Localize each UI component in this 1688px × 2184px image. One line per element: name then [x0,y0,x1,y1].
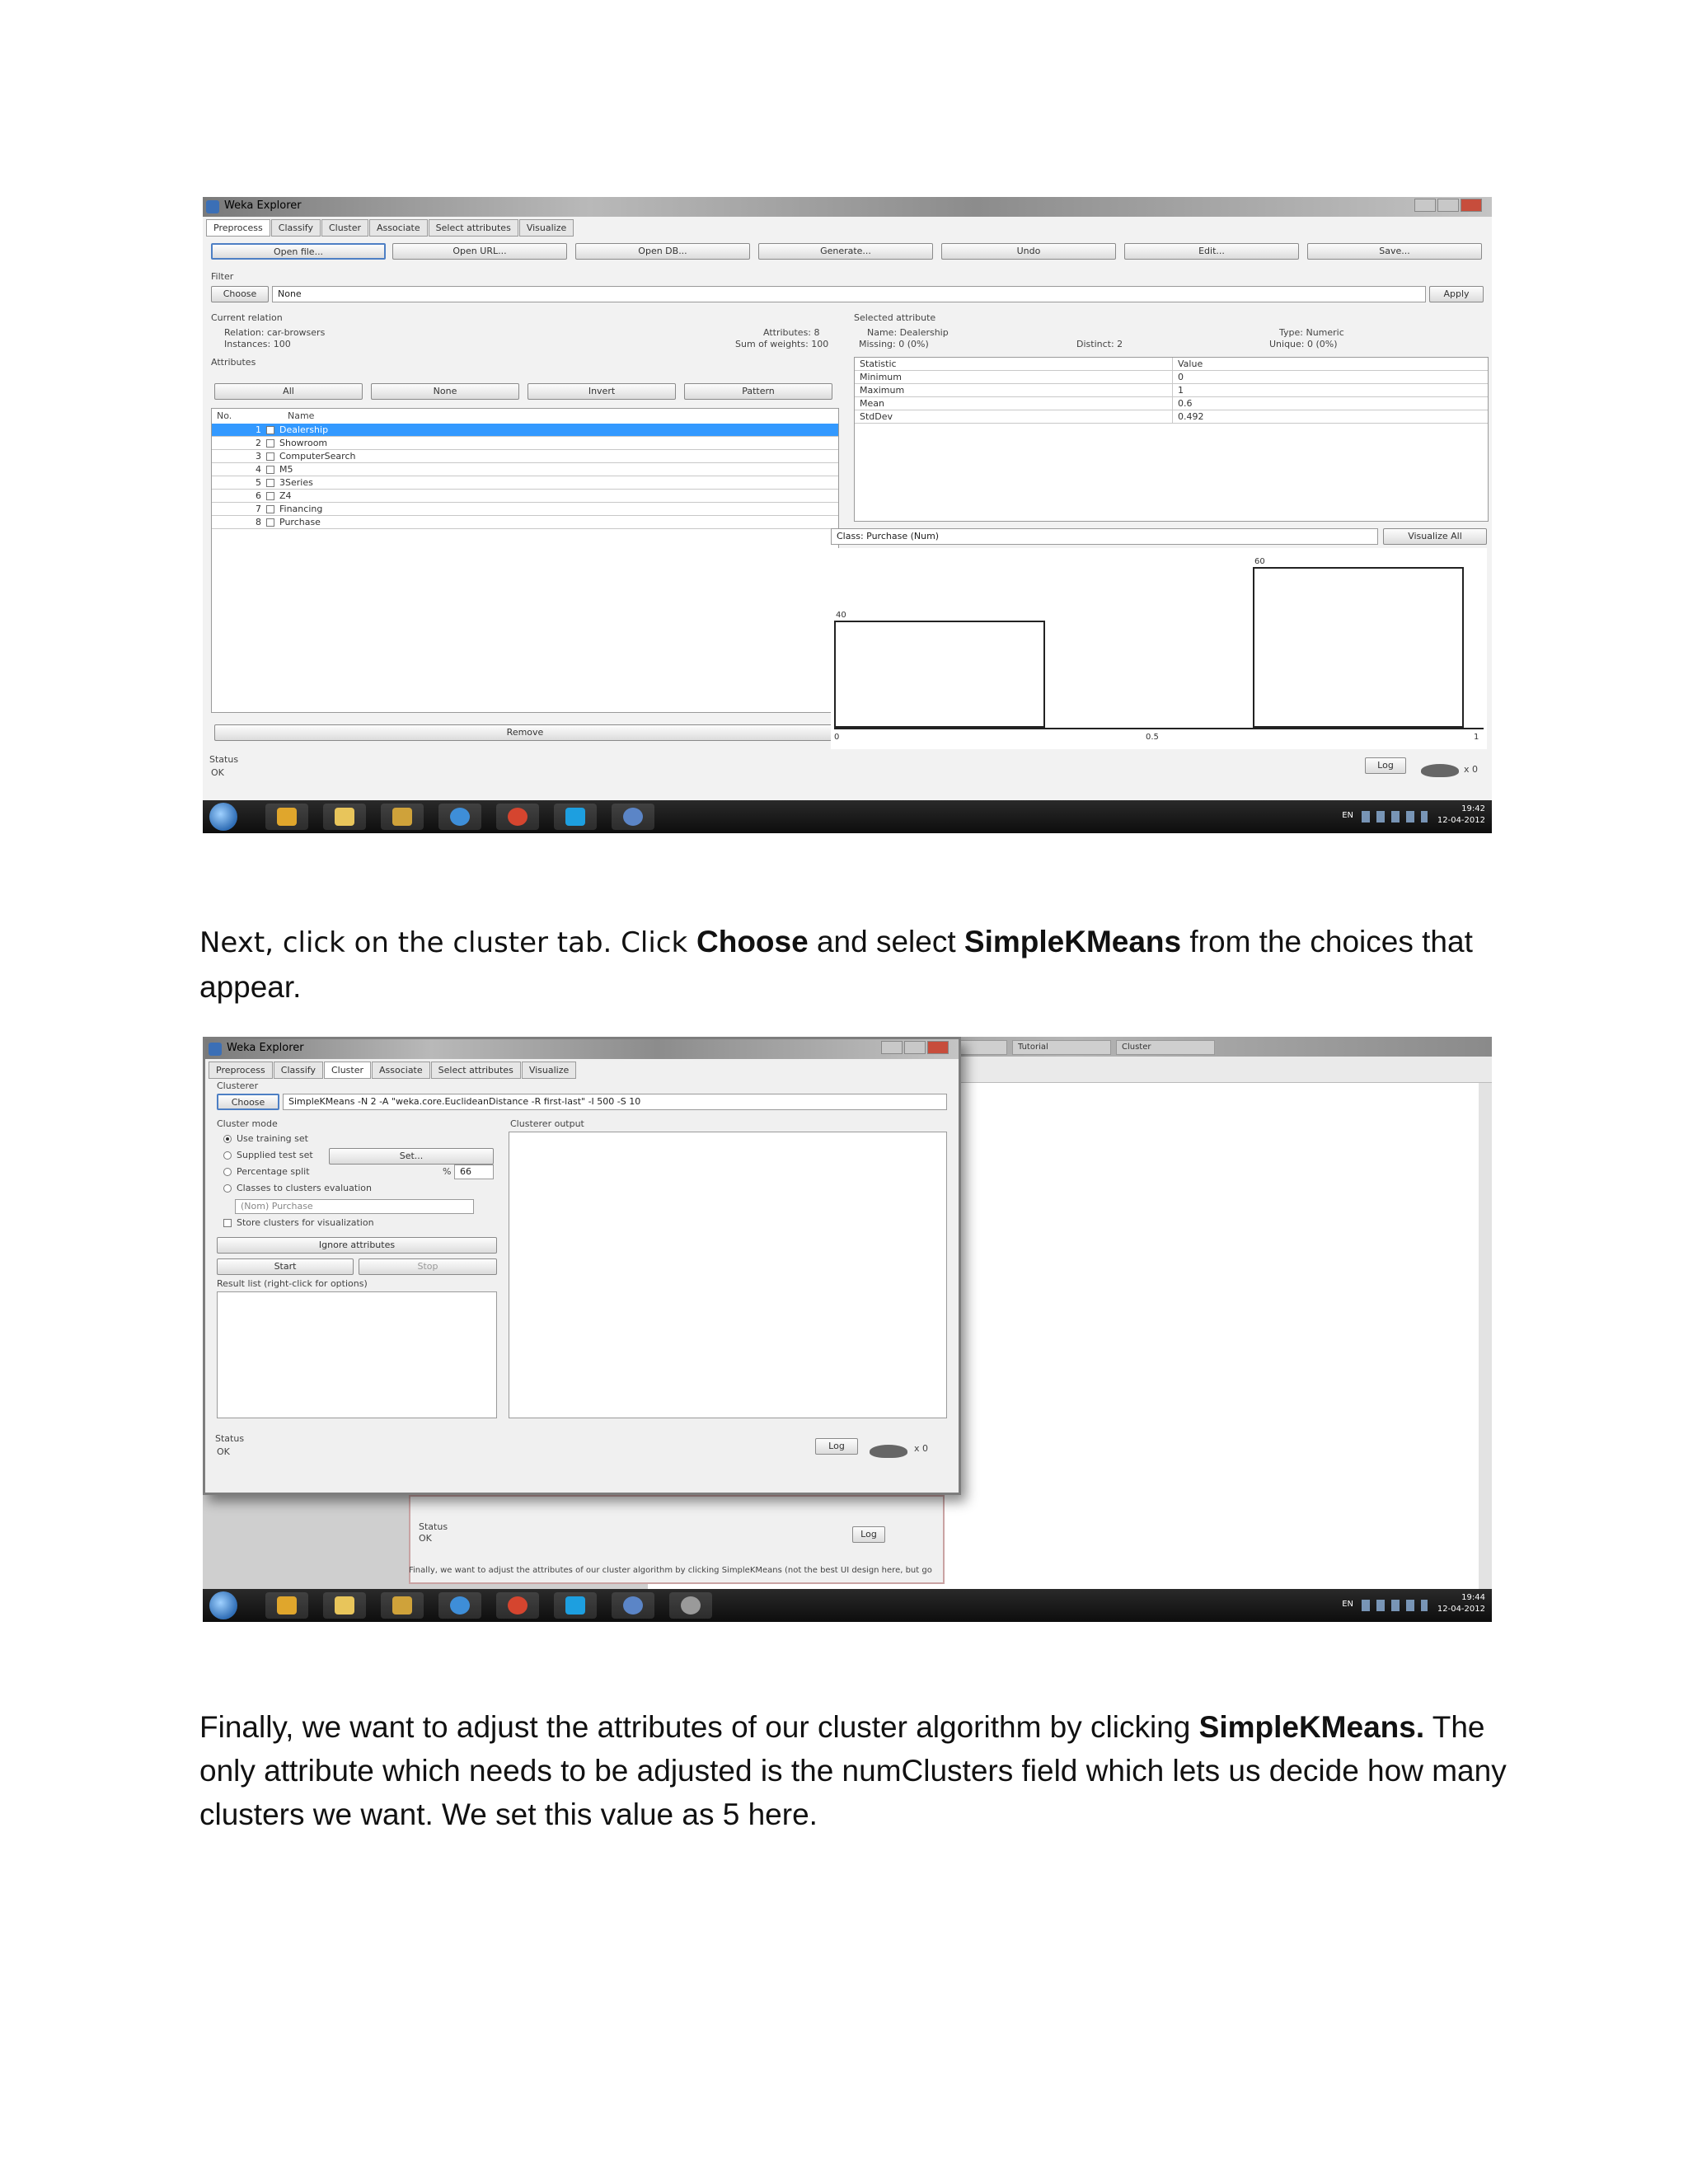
select-none-button[interactable]: None [371,383,519,400]
tab-select-attributes[interactable]: Select attributes [429,219,518,237]
weka-taskbar-icon[interactable] [612,804,654,830]
explorer-icon[interactable] [323,804,366,830]
window-title: Weka Explorer [224,199,302,212]
chrome-icon[interactable] [496,804,539,830]
bar-label-0: 40 [836,611,846,620]
tab-visualize[interactable]: Visualize [519,219,574,237]
tab-classify[interactable]: Classify [274,1062,323,1079]
current-relation-header: Current relation [211,312,283,323]
status-header: Status [215,1433,245,1444]
checkbox[interactable] [266,452,274,461]
window-controls [1413,199,1487,213]
tray-time: 19:42 [1461,804,1485,813]
start-orb-icon[interactable] [209,1591,237,1619]
weka-bird-icon [870,1445,907,1458]
status-value: OK [217,1446,230,1457]
checkbox[interactable] [266,492,274,500]
stats-row: Maximum 1 [855,384,1488,397]
minimize-icon[interactable] [1414,199,1436,212]
browser-tab[interactable]: Tutorial [1012,1040,1111,1055]
status-value: OK [211,767,224,778]
weka-taskbar-icon[interactable] [612,1592,654,1619]
attributes-header: Attributes [211,357,256,368]
close-icon[interactable] [927,1041,949,1054]
cluster-mode-header: Cluster mode [217,1118,278,1129]
pattern-button[interactable]: Pattern [684,383,832,400]
mode-percentage-split: Percentage split [237,1166,310,1177]
radio-supplied-test-set[interactable] [223,1151,232,1160]
col-no-header: No. [217,410,232,421]
attribute-row[interactable]: 1 Dealership [212,424,838,437]
weka-icon [206,200,219,213]
start-button[interactable]: Start [217,1258,354,1275]
selected-distinct: Distinct: 2 [1076,339,1123,349]
window-titlebar [203,197,1492,217]
selected-missing: Missing: 0 (0%) [859,339,929,349]
dialog-title: Weka Explorer [227,1042,304,1054]
tab-associate[interactable]: Associate [372,1062,430,1079]
visualize-all-button[interactable]: Visualize All [1383,528,1487,545]
open-url-button[interactable]: Open URL... [392,243,567,260]
remove-button[interactable]: Remove [214,724,836,741]
stats-row: Minimum 0 [855,371,1488,384]
minimize-icon[interactable] [881,1041,903,1054]
col-name-header: Name [288,410,315,421]
tab-preprocess[interactable]: Preprocess [206,219,270,237]
histogram-bar-1 [1253,567,1464,728]
percent-sign: % [443,1166,452,1177]
media-player-icon[interactable] [265,804,308,830]
apply-button[interactable]: Apply [1429,286,1484,302]
tab-cluster[interactable]: Cluster [324,1062,371,1079]
tray-date: 12-04-2012 [1437,816,1485,825]
browser-scrollbar[interactable] [1479,1083,1492,1589]
undo-button[interactable]: Undo [941,243,1116,260]
invert-button[interactable]: Invert [528,383,676,400]
clusterer-field[interactable]: SimpleKMeans -N 2 -A "weka.core.EuclideanDistance -R first-last" -I 500 -S 10 [283,1094,947,1110]
skype-icon[interactable] [554,1592,597,1619]
log-button[interactable]: Log [815,1438,858,1455]
log-button[interactable]: Log [1365,757,1406,774]
tab-visualize[interactable]: Visualize [522,1062,576,1079]
tab-strip [209,1061,577,1079]
tab-classify[interactable]: Classify [271,219,321,237]
attributes-count: Attributes: 8 [763,327,820,338]
window-controls [879,1041,954,1056]
dialog-titlebar [205,1039,959,1059]
open-file-button[interactable]: Open file... [211,243,386,260]
ie-icon[interactable] [438,1592,481,1619]
histogram-bar-0 [834,621,1045,728]
class-select[interactable]: Class: Purchase (Num) [831,528,1378,545]
stats-header-row: Statistic Value [855,358,1488,371]
mode-use-training-set: Use training set [237,1133,308,1144]
clusterer-output-header: Clusterer output [510,1118,584,1129]
x-count: x 0 [914,1443,929,1454]
x-count: x 0 [1464,764,1479,775]
tray-language: EN [1342,811,1353,820]
checkbox[interactable] [266,505,274,513]
attribute-row[interactable]: 6 Z4 [212,490,838,503]
tab-preprocess[interactable]: Preprocess [209,1062,273,1079]
screenshot-weka-preprocess [203,197,1492,833]
relation-name: Relation: car-browsers [224,327,326,338]
instruction-paragraph-1: Next, click on the cluster tab. Click Choose and select SimpleKMeans from the choices that appear. [199,925,1473,1004]
folder-icon[interactable] [381,1592,424,1619]
radio-classes-to-clusters[interactable] [223,1184,232,1193]
bar-label-1: 60 [1254,557,1265,566]
clusterer-header: Clusterer [217,1080,259,1091]
media-player-icon[interactable] [265,1592,308,1619]
percent-field[interactable]: 66 [454,1165,494,1179]
folder-icon[interactable] [381,804,424,830]
radio-percentage-split[interactable] [223,1168,232,1176]
x-tick-mid: 0.5 [1146,733,1159,742]
result-list[interactable] [217,1291,497,1418]
attribute-row[interactable]: 3 ComputerSearch [212,450,838,463]
system-tray [1342,804,1485,827]
attribute-row[interactable]: 5 3Series [212,476,838,490]
start-orb-icon[interactable] [209,803,237,831]
stats-row: Mean 0.6 [855,397,1488,410]
attribute-row[interactable]: 7 Financing [212,503,838,516]
open-db-button[interactable]: Open DB... [575,243,750,260]
tray-date: 12-04-2012 [1437,1605,1485,1614]
checkbox[interactable] [266,479,274,487]
edit-button[interactable]: Edit... [1124,243,1299,260]
checkbox[interactable] [266,426,274,434]
skype-icon[interactable] [554,804,597,830]
windows-taskbar [203,1589,1492,1622]
generate-button[interactable]: Generate... [758,243,933,260]
back-status: Status [419,1521,448,1532]
tray-icons [1362,1600,1428,1611]
tab-associate[interactable]: Associate [369,219,428,237]
set-button[interactable]: Set... [329,1148,494,1165]
tray-icons [1362,811,1428,823]
extra-app-icon[interactable] [669,1592,712,1619]
filter-label: Filter [211,271,234,282]
close-icon[interactable] [1461,199,1482,212]
stats-row: StdDev 0.492 [855,410,1488,424]
tab-cluster[interactable]: Cluster [321,219,368,237]
windows-taskbar [203,800,1492,833]
sum-of-weights: Sum of weights: 100 [735,339,829,349]
weka-explorer-dialog [203,1037,961,1495]
statistics-table [854,357,1489,522]
maximize-icon[interactable] [1437,199,1459,212]
histogram [831,548,1487,749]
attributes-list [211,408,839,713]
filter-field[interactable]: None [272,286,1426,302]
store-clusters-label: Store clusters for visualization [237,1217,374,1228]
result-list-header: Result list (right-click for options) [217,1278,368,1289]
browser-tab[interactable]: Cluster [1116,1040,1215,1055]
attribute-row[interactable]: 8 Purchase [212,516,838,529]
weka-bird-icon [1421,764,1459,777]
ie-icon[interactable] [438,804,481,830]
x-tick-0: 0 [834,733,840,742]
back-ok: OK [419,1533,432,1544]
tray-language: EN [1342,1600,1353,1609]
page-bottom-text: Finally, we want to adjust the attributes of our cluster algorithm by clicking SimpleKMeans (not the best UI design here, but go [409,1566,932,1575]
save-button[interactable]: Save... [1307,243,1482,260]
tray-time: 19:44 [1461,1593,1485,1602]
attribute-row[interactable]: 2 Showroom [212,437,838,450]
histogram-axis [834,728,1484,729]
selected-unique: Unique: 0 (0%) [1269,339,1338,349]
instruction-paragraph-2: Finally, we want to adjust the attributes of our cluster algorithm by clicking SimpleKMeans. The only attribute which needs to be adjusted is the numClusters field which lets us decide how many clusters we want. We set this value as 5 here. [199,1710,1507,1831]
tab-strip [206,218,574,237]
attribute-row[interactable]: 4 M5 [212,463,838,476]
explorer-icon[interactable] [323,1592,366,1619]
clusterer-choose-button[interactable]: Choose [217,1094,279,1110]
selected-attribute-header: Selected attribute [854,312,936,323]
checkbox[interactable] [266,439,274,448]
stop-button[interactable]: Stop [359,1258,497,1275]
instances-count: Instances: 100 [224,339,291,349]
class-select[interactable]: (Nom) Purchase [235,1199,474,1214]
selected-name: Name: Dealership [867,327,949,338]
checkbox[interactable] [266,466,274,474]
selected-type: Type: Numeric [1279,327,1344,338]
mode-classes-to-clusters: Classes to clusters evaluation [237,1183,372,1193]
status-header: Status [209,754,239,765]
back-log-button[interactable]: Log [852,1526,885,1543]
tab-select-attributes[interactable]: Select attributes [431,1062,521,1079]
radio-use-training-set[interactable] [223,1135,232,1143]
maximize-icon[interactable] [904,1041,926,1054]
mode-supplied-test-set: Supplied test set [237,1150,313,1160]
weka-icon [209,1043,222,1056]
x-tick-1: 1 [1474,733,1479,742]
screenshot-weka-cluster [203,1037,1492,1622]
filter-choose-button[interactable]: Choose [211,286,269,302]
checkbox[interactable] [266,518,274,527]
clusterer-output[interactable] [509,1132,947,1418]
ignore-attributes-button[interactable]: Ignore attributes [217,1237,497,1254]
store-clusters-checkbox[interactable] [223,1219,232,1227]
select-all-button[interactable]: All [214,383,363,400]
chrome-icon[interactable] [496,1592,539,1619]
system-tray [1342,1592,1485,1615]
